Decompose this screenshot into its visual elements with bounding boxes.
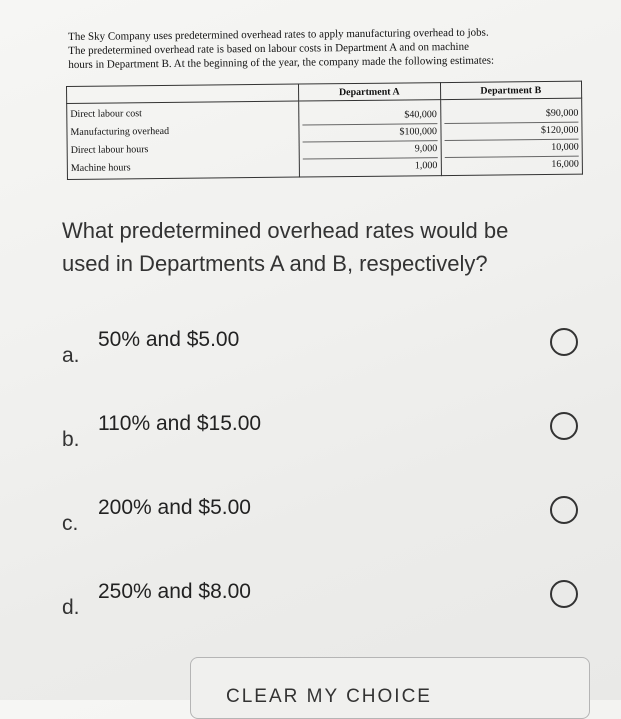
option-b[interactable] xyxy=(62,412,602,456)
dept-b-value: $120,000 xyxy=(444,123,579,141)
dept-b-value: $90,000 xyxy=(444,106,579,124)
option-text: 50% and $5.00 xyxy=(98,328,240,351)
option-text: 250% and $8.00 xyxy=(98,580,251,603)
dept-b-value: 10,000 xyxy=(444,140,579,158)
table-header-dept-b: Department B xyxy=(440,81,582,99)
row-label: Direct labour cost xyxy=(70,108,142,120)
table-header-dept-a: Department A xyxy=(298,83,440,101)
dept-b-values xyxy=(440,98,582,175)
problem-line: The Sky Company uses predetermined overhead rates to apply manufacturing overhead to jobs. xyxy=(68,26,489,43)
clear-choice-button[interactable] xyxy=(190,657,590,719)
option-text: 110% and $15.00 xyxy=(98,412,262,435)
option-d[interactable] xyxy=(62,580,602,624)
problem-line: The predetermined overhead rate is based on labour costs in Department A and on machine xyxy=(68,40,470,57)
option-a[interactable] xyxy=(62,328,602,372)
estimates-table xyxy=(66,81,583,180)
row-label: Manufacturing overhead xyxy=(70,125,170,138)
option-letter: b. xyxy=(62,428,80,451)
dept-a-value: $100,000 xyxy=(302,124,437,142)
problem-line: hours in Department B. At the beginning of the year, the company made the following estimates: xyxy=(68,54,495,71)
option-c[interactable] xyxy=(62,496,602,540)
dept-a-value: 9,000 xyxy=(303,141,438,159)
dept-b-value: 16,000 xyxy=(551,158,579,170)
row-label: Direct labour hours xyxy=(70,144,149,156)
radio-button-b[interactable] xyxy=(550,412,578,440)
dept-a-value: $40,000 xyxy=(302,107,437,125)
row-label: Machine hours xyxy=(70,162,131,174)
radio-button-a[interactable] xyxy=(550,328,578,356)
radio-button-d[interactable] xyxy=(550,580,578,608)
radio-button-c[interactable] xyxy=(550,496,578,524)
option-letter: d. xyxy=(62,596,80,619)
dept-a-value: 1,000 xyxy=(414,160,438,172)
option-text: 200% and $5.00 xyxy=(98,496,251,519)
option-letter: a. xyxy=(62,344,80,367)
clear-choice-label: CLEAR MY CHOICE xyxy=(226,686,432,707)
table-row xyxy=(67,98,583,179)
dept-a-values xyxy=(299,100,441,177)
problem-statement xyxy=(68,25,583,72)
question-text: What predetermined overhead rates would be used in Departments A and B, respectively? xyxy=(62,218,509,276)
option-letter: c. xyxy=(62,512,79,535)
row-labels-cell xyxy=(67,101,300,179)
